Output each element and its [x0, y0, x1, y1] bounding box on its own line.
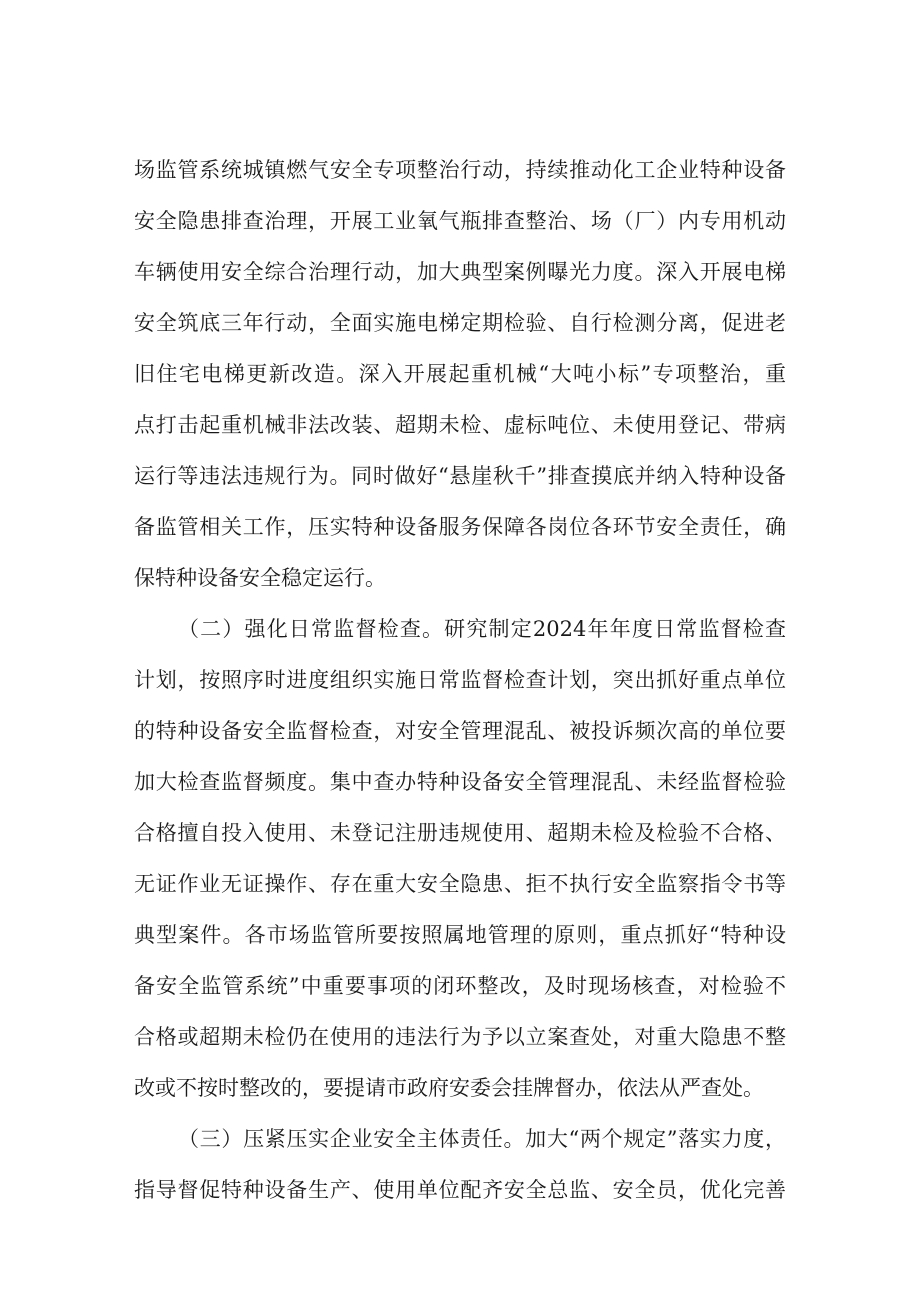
- text-line: 备监管相关工作，压实特种设备服务保障各岗位各环节安全责任，确: [134, 515, 786, 539]
- text-line: 改或不按时整改的，要提请市政府安委会挂牌督办，依法从严查处。: [134, 1076, 764, 1100]
- text-line: 无证作业无证操作、存在重大安全隐患、拒不执行安全监察指令书等: [134, 872, 786, 896]
- text-line: 安全筑底三年行动，全面实施电梯定期检验、自行检测分离，促进老: [134, 311, 786, 335]
- text-line: 计划，按照序时进度组织实施日常监督检查计划，突出抓好重点单位: [134, 668, 786, 692]
- text-line: 合格擅自投入使用、未登记注册违规使用、超期未检及检验不合格、: [134, 821, 786, 845]
- text-line: 合格或超期未检仍在使用的违法行为予以立案查处，对重大隐患不整: [134, 1025, 786, 1049]
- text-line: 旧住宅电梯更新改造。深入开展起重机械“大吨小标”专项整治，重: [134, 362, 786, 386]
- text-line: 场监管系统城镇燃气安全专项整治行动，持续推动化工企业特种设备: [134, 158, 786, 182]
- text-line: 指导督促特种设备生产、使用单位配齐安全总监、安全员，优化完善: [134, 1178, 786, 1202]
- text-line: 安全隐患排查治理，开展工业氧气瓶排查整治、场（厂）内专用机动: [134, 209, 786, 233]
- text-line: 典型案件。各市场监管所要按照属地管理的原则，重点抓好“特种设: [134, 923, 786, 947]
- section-heading-line: （二）强化日常监督检查。研究制定2024年年度日常监督检查: [178, 617, 786, 641]
- section-heading-line: （三）压紧压实企业安全主体责任。加大“两个规定”落实力度，: [178, 1127, 786, 1151]
- text-line: 车辆使用安全综合治理行动，加大典型案例曝光力度。深入开展电梯: [134, 260, 786, 284]
- text-line: 加大检查监督频度。集中查办特种设备安全管理混乱、未经监督检验: [134, 770, 786, 794]
- text-line: 运行等违法违规行为。同时做好“悬崖秋千”排查摸底并纳入特种设备: [134, 464, 786, 488]
- text-line: 备安全监管系统”中重要事项的闭环整改，及时现场核查，对检验不: [134, 974, 786, 998]
- text-line: 保特种设备安全稳定运行。: [134, 566, 386, 590]
- text-line: 的特种设备安全监督检查，对安全管理混乱、被投诉频次高的单位要: [134, 719, 786, 743]
- text-line: 点打击起重机械非法改装、超期未检、虚标吨位、未使用登记、带病: [134, 413, 786, 437]
